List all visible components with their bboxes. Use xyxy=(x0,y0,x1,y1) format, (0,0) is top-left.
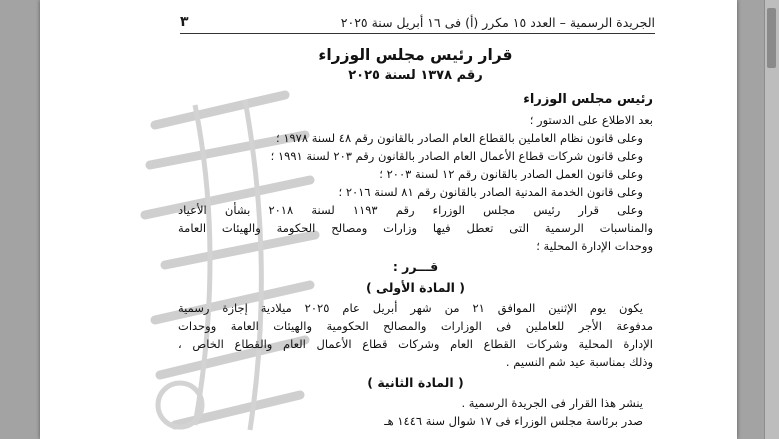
article-1-heading: ( المادة الأولى ) xyxy=(365,280,466,295)
gazette-issue-line: الجريدة الرسمية – العدد ١٥ مكرر (أ) فى ١٦ أبريل سنة ٢٠٢٥ xyxy=(340,14,655,30)
scrollbar-thumb[interactable] xyxy=(767,8,776,68)
article-1-line: الإدارة المحلية وشركات القطاع العام وشركات قطاع الأعمال العام والقطاع الخاص ، xyxy=(178,337,653,351)
preamble-line: وعلى قرار رئيس مجلس الوزراء رقم ١١٩٣ لسنة ٢٠١٨ بشأن الأعياد xyxy=(178,203,643,217)
decides-heading: قـــرر : xyxy=(392,259,439,274)
preamble-line: وعلى قانون نظام العاملين بالقطاع العام الصادر بالقانون رقم ٤٨ لسنة ١٩٧٨ ؛ xyxy=(276,131,643,145)
preamble-line: والمناسبات الرسمية التى تعطل فيها وزارات ومصالح الحكومة والهيئات العامة xyxy=(178,221,653,235)
preamble-line: وعلى قانون العمل الصادر بالقانون رقم ١٢ لسنة ٢٠٠٣ ؛ xyxy=(379,167,643,181)
article-2-line: ينشر هذا القرار فى الجريدة الرسمية . xyxy=(461,396,643,410)
article-1-line: وذلك بمناسبة عيد شم النسيم . xyxy=(505,355,653,369)
vertical-scrollbar[interactable] xyxy=(764,0,779,439)
article-1-line: يكون يوم الإثنين الموافق ٢١ من شهر أبريل عام ٢٠٢٥ ميلادية إجازة رسمية xyxy=(178,301,643,315)
preamble-line: ووحدات الإدارة المحلية ؛ xyxy=(536,239,653,253)
decree-title: قرار رئيس مجلس الوزراء xyxy=(318,46,513,64)
gazette-header xyxy=(180,14,655,34)
article-2-line: صدر برئاسة مجلس الوزراء فى ١٧ شوال سنة ١٤٤٦ هـ xyxy=(384,414,643,428)
preamble-line: وعلى قانون الخدمة المدنية الصادر بالقانون رقم ٨١ لسنة ٢٠١٦ ؛ xyxy=(338,185,643,199)
decree-number: رقم ١٣٧٨ لسنة ٢٠٢٥ xyxy=(348,68,483,83)
document-page xyxy=(40,0,737,439)
issuer-heading: رئيس مجلس الوزراء xyxy=(523,92,653,107)
page-number: ٣ xyxy=(180,14,189,30)
preamble-line: بعد الاطلاع على الدستور ؛ xyxy=(529,113,653,127)
decree-body xyxy=(178,46,653,430)
article-1-line: مدفوعة الأجر للعاملين فى الوزارات والمصالح الحكومية والهيئات العامة ووحدات xyxy=(178,319,653,333)
article-2-heading: ( المادة الثانية ) xyxy=(367,375,464,390)
preamble-line: وعلى قانون شركات قطاع الأعمال العام الصادر بالقانون رقم ٢٠٣ لسنة ١٩٩١ ؛ xyxy=(270,149,643,163)
